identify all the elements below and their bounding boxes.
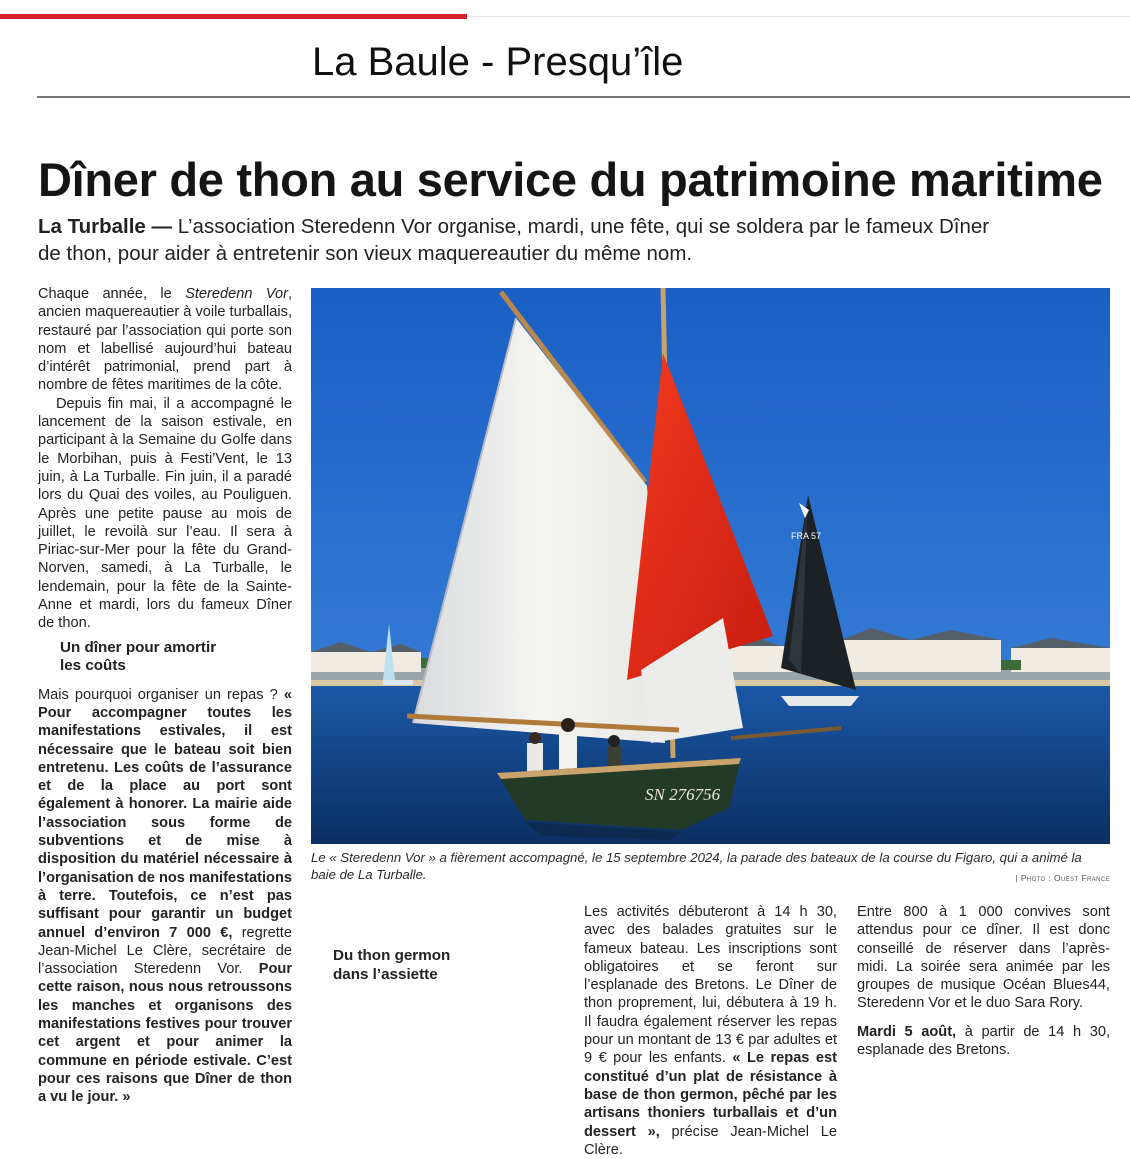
section-title: La Baule - Presqu’île xyxy=(312,40,684,84)
section-color-bar xyxy=(0,14,467,19)
hull-registration: SN 276756 xyxy=(645,785,721,804)
article-standfirst xyxy=(38,213,998,267)
paragraph-5: Entre 800 à 1 000 convives sont attendus pour ce dîner. Il est donc conseillé de réserver dans l’après-midi. La soirée sera animée par les groupes de musique Océan Blues44, Steredenn Vor et le duo Sara Rory. xyxy=(857,904,1110,1012)
article-column-2 xyxy=(311,903,564,994)
top-divider xyxy=(467,16,1130,17)
svg-text:FRA 57: FRA 57 xyxy=(791,531,822,541)
boat-name: Steredenn Vor xyxy=(185,286,288,302)
event-date: Mardi 5 août, xyxy=(857,1023,957,1040)
article-photo xyxy=(311,288,1110,844)
photo-credit: | Photo : Ouest France xyxy=(1015,873,1110,883)
subheading-2: Du thon germon dans l’assiette xyxy=(333,947,451,983)
paragraph-2: Depuis fin mai, il a accompagné le lancement de la saison estivale, en participant à la Semaine du Golfe dans le Morbihan, puis à Festi’Vent, le 13 juin, à La Turballe. Fin juin, il a paradé lors du Quai des voiles, au Pouliguen. Après une petite pause au mois de juillet, le revoilà sur l’eau. Il sera à Piriac-sur-Mer pour la fête du Grand-Norven, samedi, à La Turballe, le lendemain, pour la fête de la Sainte-Anne et mardi, lors du fameux Dîner de thon. xyxy=(38,395,292,632)
article-column-4 xyxy=(857,903,1110,1059)
subheading-1: Un dîner pour amortir les coûts xyxy=(60,638,217,675)
paragraph-1: Chaque année, le Steredenn Vor, ancien maquereautier à voile turballais, restauré par l’association qui porte son nom et labellisé aujourd’hui bateau d’intérêt patrimonial, prend part à nombre de fêtes maritimes de la côte. xyxy=(38,286,292,394)
article-column-1 xyxy=(38,285,292,1106)
paragraph-4: Les activités débuteront à 14 h 30, avec des balades gratuites sur le fameux bateau. Les inscriptions sont obligatoires et se feront sur l’esplanade des Bretons. Le Dîner de thon proprement, lui, débutera à 19 h. Il faudra également réserver les repas pour un montant de 13 € par adultes et 9 € pour les enfants. « Le repas est constitué d’un plat de résistance à base de thon germon, pêché par les artisans thoniers turballais et d’un dessert », précise Jean-Michel Le Clère. xyxy=(584,904,837,1158)
dateline: La Turballe — xyxy=(38,215,173,238)
standfirst-text: L’association Steredenn Vor organise, mardi, une fête, qui se soldera par le fameux Dîner de thon, pour aider à entretenir son vieux maquereautier du même nom. xyxy=(38,215,990,265)
photo-caption: Le « Steredenn Vor » a fièrement accompagné, le 15 septembre 2024, la parade des bateaux de la course du Figaro, qui a animé la baie de La Turballe. xyxy=(311,850,1082,882)
article-headline: Dîner de thon au service du patrimoine maritime xyxy=(38,153,1103,206)
section-rule xyxy=(37,96,1130,98)
paragraph-6: Mardi 5 août, à partir de 14 h 30, esplanade des Bretons. xyxy=(857,1023,1111,1059)
article-column-3 xyxy=(584,903,837,1159)
paragraph-3: Mais pourquoi organiser un repas ? « Pour accompagner toutes les manifestations estivales, il est nécessaire que le bateau soit bien entretenu. Les coûts de l’assurance et de la place au port sont également à honorer. La mairie aide l’association sous forme de subventions et de mise à disposition du matériel nécessaire à l’organisation de nos manifestations à terre. Toutefois, ce n’est pas suffisant pour garantir un budget annuel d’environ 7 000 €, regrette Jean-Michel Le Clère, secrétaire de l’association Steredenn Vor. Pour cette raison, nous nous retroussons les manches et organisons des manifestations festives pour trouver cet argent et pour animer la commune en période estivale. C’est pour ces raisons que Dîner de thon a vu le jour. » xyxy=(38,686,292,1106)
